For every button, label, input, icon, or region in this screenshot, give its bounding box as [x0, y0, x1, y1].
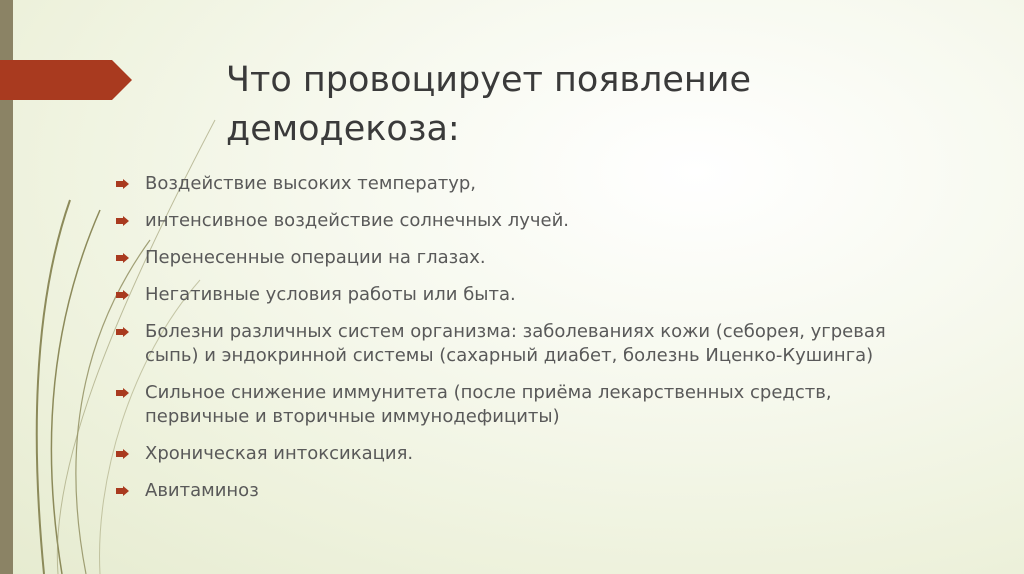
bullet-list [116, 172, 916, 516]
arrow-right-icon [116, 388, 129, 398]
arrow-right-icon [116, 327, 129, 337]
arrow-right-icon [116, 449, 129, 459]
arrow-right-icon [116, 179, 129, 189]
bullet-item [116, 479, 916, 503]
bullet-text: Авитаминоз [145, 480, 259, 501]
bullet-item [116, 209, 916, 233]
bullet-text: Перенесенные операции на глазах. [145, 247, 486, 268]
bullet-item [116, 246, 916, 270]
bullet-item [116, 381, 916, 429]
arrow-right-icon [116, 216, 129, 226]
arrow-right-icon [116, 486, 129, 496]
slide-title-line: Что провоцирует появление [226, 60, 752, 100]
bullet-text: Болезни различных систем организма: заболеваниях кожи (себорея, угревая сыпь) и эндокринной системы (сахарный диабет, болезнь Иценко-Кушинга) [145, 321, 886, 366]
bullet-text: Хроническая интоксикация. [145, 443, 414, 464]
bullet-item [116, 283, 916, 307]
bullet-text: Сильное снижение иммунитета (после приёма лекарственных средств, первичные и вторичные иммунодефициты) [145, 382, 832, 427]
arrow-right-icon [116, 290, 129, 300]
bullet-text: Воздействие высоких температур, [145, 173, 477, 194]
bullet-item [116, 320, 916, 368]
slide-title-line: демодекоза: [226, 109, 460, 149]
bullet-text: Негативные условия работы или быта. [145, 284, 516, 305]
bullet-text: интенсивное воздействие солнечных лучей. [145, 210, 570, 231]
title-accent-tab [0, 60, 132, 100]
bullet-item [116, 172, 916, 196]
slide-title [226, 56, 926, 154]
bullet-item [116, 442, 916, 466]
arrow-right-icon [116, 253, 129, 263]
